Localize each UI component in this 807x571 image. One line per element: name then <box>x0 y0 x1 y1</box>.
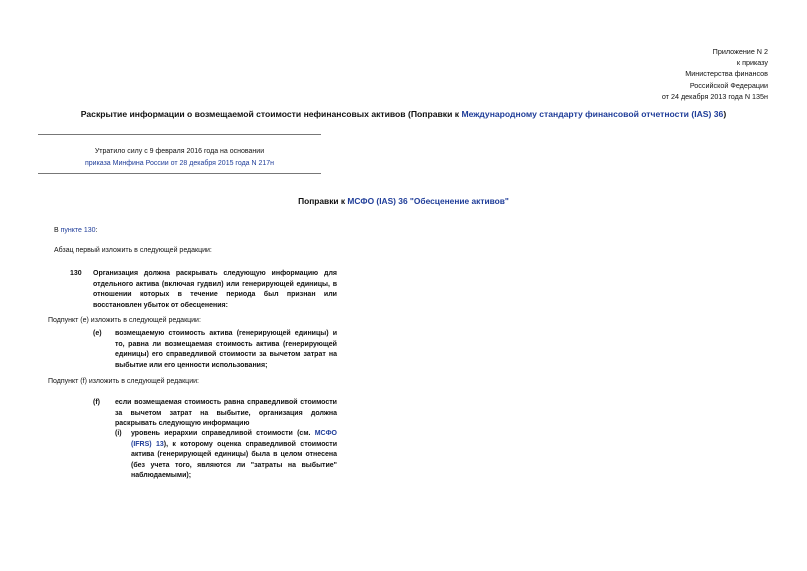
section-title-prefix: Поправки к <box>298 196 348 206</box>
paragraph-130-reference <box>54 226 98 237</box>
ifrs13-link[interactable]: МСФО (IFRS) 13 <box>131 430 337 448</box>
item-130-number: 130 <box>70 270 82 277</box>
ias36-impairment-link[interactable]: МСФО (IAS) 36 "Обесценение активов" <box>347 196 509 206</box>
item-e-label: (e) <box>93 330 102 337</box>
appendix-line: от 24 декабря 2013 года N 135н <box>661 91 768 101</box>
item-i-text <box>131 429 337 482</box>
item-i-text-start: уровень иерархии справедливой стоимости (см. <box>131 430 315 437</box>
minfin-order-link[interactable]: приказа Минфина России от 28 декабря 2015 года N 217н <box>84 160 275 167</box>
paragraph-text: В <box>54 227 61 234</box>
paragraph-130-link[interactable]: пункте 130 <box>60 227 96 234</box>
notice-text: Утратило силу с 9 февраля 2016 года на основании <box>94 148 265 155</box>
document-title <box>0 109 807 119</box>
invalidation-notice <box>38 146 321 170</box>
instruction-paragraph-1: Абзац первый изложить в следующей редакции: <box>54 247 212 254</box>
instruction-subpoint-f: Подпункт (f) изложить в следующей редакции: <box>48 378 199 385</box>
appendix-line: Российской Федерации <box>689 80 768 90</box>
item-i-label: (i) <box>115 430 122 437</box>
item-f-text: если возмещаемая стоимость равна справедливой стоимости за вычетом затрат на выбытие, организация должна раскрывать следующую информацию <box>115 399 337 427</box>
item-130-text: Организация должна раскрывать следующую информацию для отдельного актива (включая гудвил) или генерирующей единицы, в отношении которых в течение периода был признан или восстановлен убыток от обесценения: <box>93 270 337 309</box>
divider-bottom <box>38 173 321 174</box>
paragraph-text: : <box>95 227 98 234</box>
instruction-subpoint-e: Подпункт (e) изложить в следующей редакции: <box>48 317 201 324</box>
ias36-standard-link[interactable]: Международному стандарту финансовой отчетности (IAS) 36 <box>461 109 724 119</box>
appendix-line: к приказу <box>736 58 768 68</box>
appendix-line: Министерства финансов <box>685 69 768 79</box>
appendix-line: Приложение N 2 <box>712 47 768 56</box>
item-e-text: возмещаемую стоимость актива (генерирующей единицы) и то, равна ли возмещаемая стоимость актива (генерирующей единицы) его справедливой стоимости за вычетом затрат на выбытие или его ценности использования; <box>115 330 337 369</box>
title-text: Раскрытие информации о возмещаемой стоимости нефинансовых активов (Поправки к <box>80 109 462 119</box>
item-f-label: (f) <box>93 399 100 406</box>
section-title <box>0 196 807 206</box>
item-i-text-end: ), к которому оценка справедливой стоимости актива (генерирующей единицы) была в целом отнесена (без учета того, являются ли "затраты на выбытие" наблюдаемыми); <box>131 440 337 479</box>
divider-top <box>38 134 321 135</box>
appendix-header <box>662 46 768 102</box>
title-text-end: ) <box>723 109 727 119</box>
